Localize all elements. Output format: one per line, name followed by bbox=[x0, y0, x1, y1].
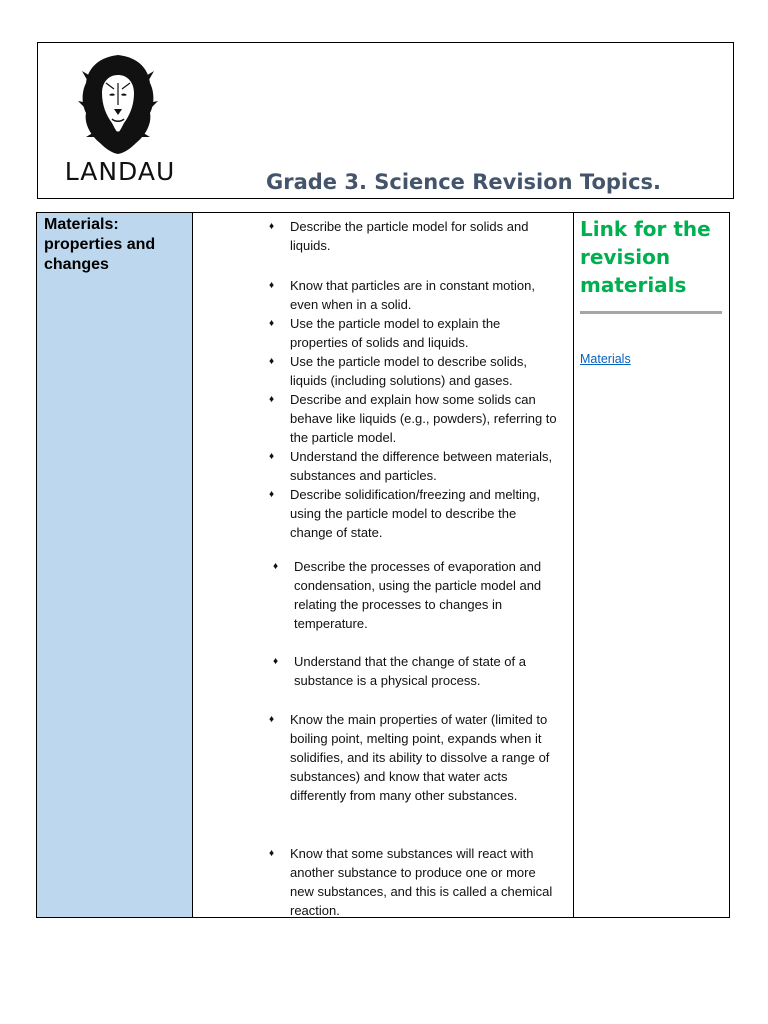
topic-cell bbox=[37, 213, 193, 917]
diamond-bullet-icon: ♦ bbox=[273, 561, 279, 572]
diamond-bullet-icon: ♦ bbox=[273, 656, 279, 667]
diamond-bullet-icon: ♦ bbox=[269, 318, 275, 329]
logo-wordmark: LANDAU bbox=[64, 157, 176, 186]
diamond-bullet-icon: ♦ bbox=[269, 489, 275, 500]
links-cell bbox=[574, 213, 729, 917]
diamond-bullet-icon: ♦ bbox=[269, 714, 275, 725]
diamond-bullet-icon: ♦ bbox=[269, 221, 275, 232]
materials-link[interactable]: Materials bbox=[580, 352, 631, 366]
objectives-cell: ♦ Describe the particle model for solids and liquids. ♦ Know that particles are in constant motion, even when in a solid. ♦ Use the particle model to explain the properties of solids and liquids. ♦ Use the particle model to describe solids, liquids (including solutions) and gases. ♦ Describe and explain how some solids can behave like liquids (e.g., powders), referring to the particle model. ♦ Understand the difference between materials, substances and particles. ♦ Describe solidification/freezing and melting, using the particle model to describe the change of state. ♦ Describe the processes of evaporation and condensation, using the particle model and relating the processes to changes in temperature. ♦ Understand that the change of state of a substance is a physical process. ♦ Know the main properties of water (limited to boiling point, melting point, expands when it solidifies, and its ability to dissolve a range of substances) and know that water acts differently from many other substances. ♦ Know that some substances will react with another substance to produce one or more new substances, and this is called a chemical reaction. bbox=[193, 213, 574, 917]
lion-head-icon bbox=[78, 53, 158, 155]
diamond-bullet-icon: ♦ bbox=[269, 280, 275, 291]
page-title: Grade 3. Science Revision Topics. bbox=[266, 170, 662, 194]
diamond-bullet-icon: ♦ bbox=[269, 848, 275, 859]
topic-title: Materials: properties and changes bbox=[44, 216, 156, 273]
divider bbox=[580, 311, 722, 314]
diamond-bullet-icon: ♦ bbox=[269, 451, 275, 462]
diamond-bullet-icon: ♦ bbox=[269, 394, 275, 405]
topic-table bbox=[36, 212, 730, 918]
links-heading: Link for the revision materials bbox=[580, 217, 711, 297]
diamond-bullet-icon: ♦ bbox=[269, 356, 275, 367]
header-box bbox=[37, 42, 734, 199]
logo bbox=[60, 53, 180, 188]
